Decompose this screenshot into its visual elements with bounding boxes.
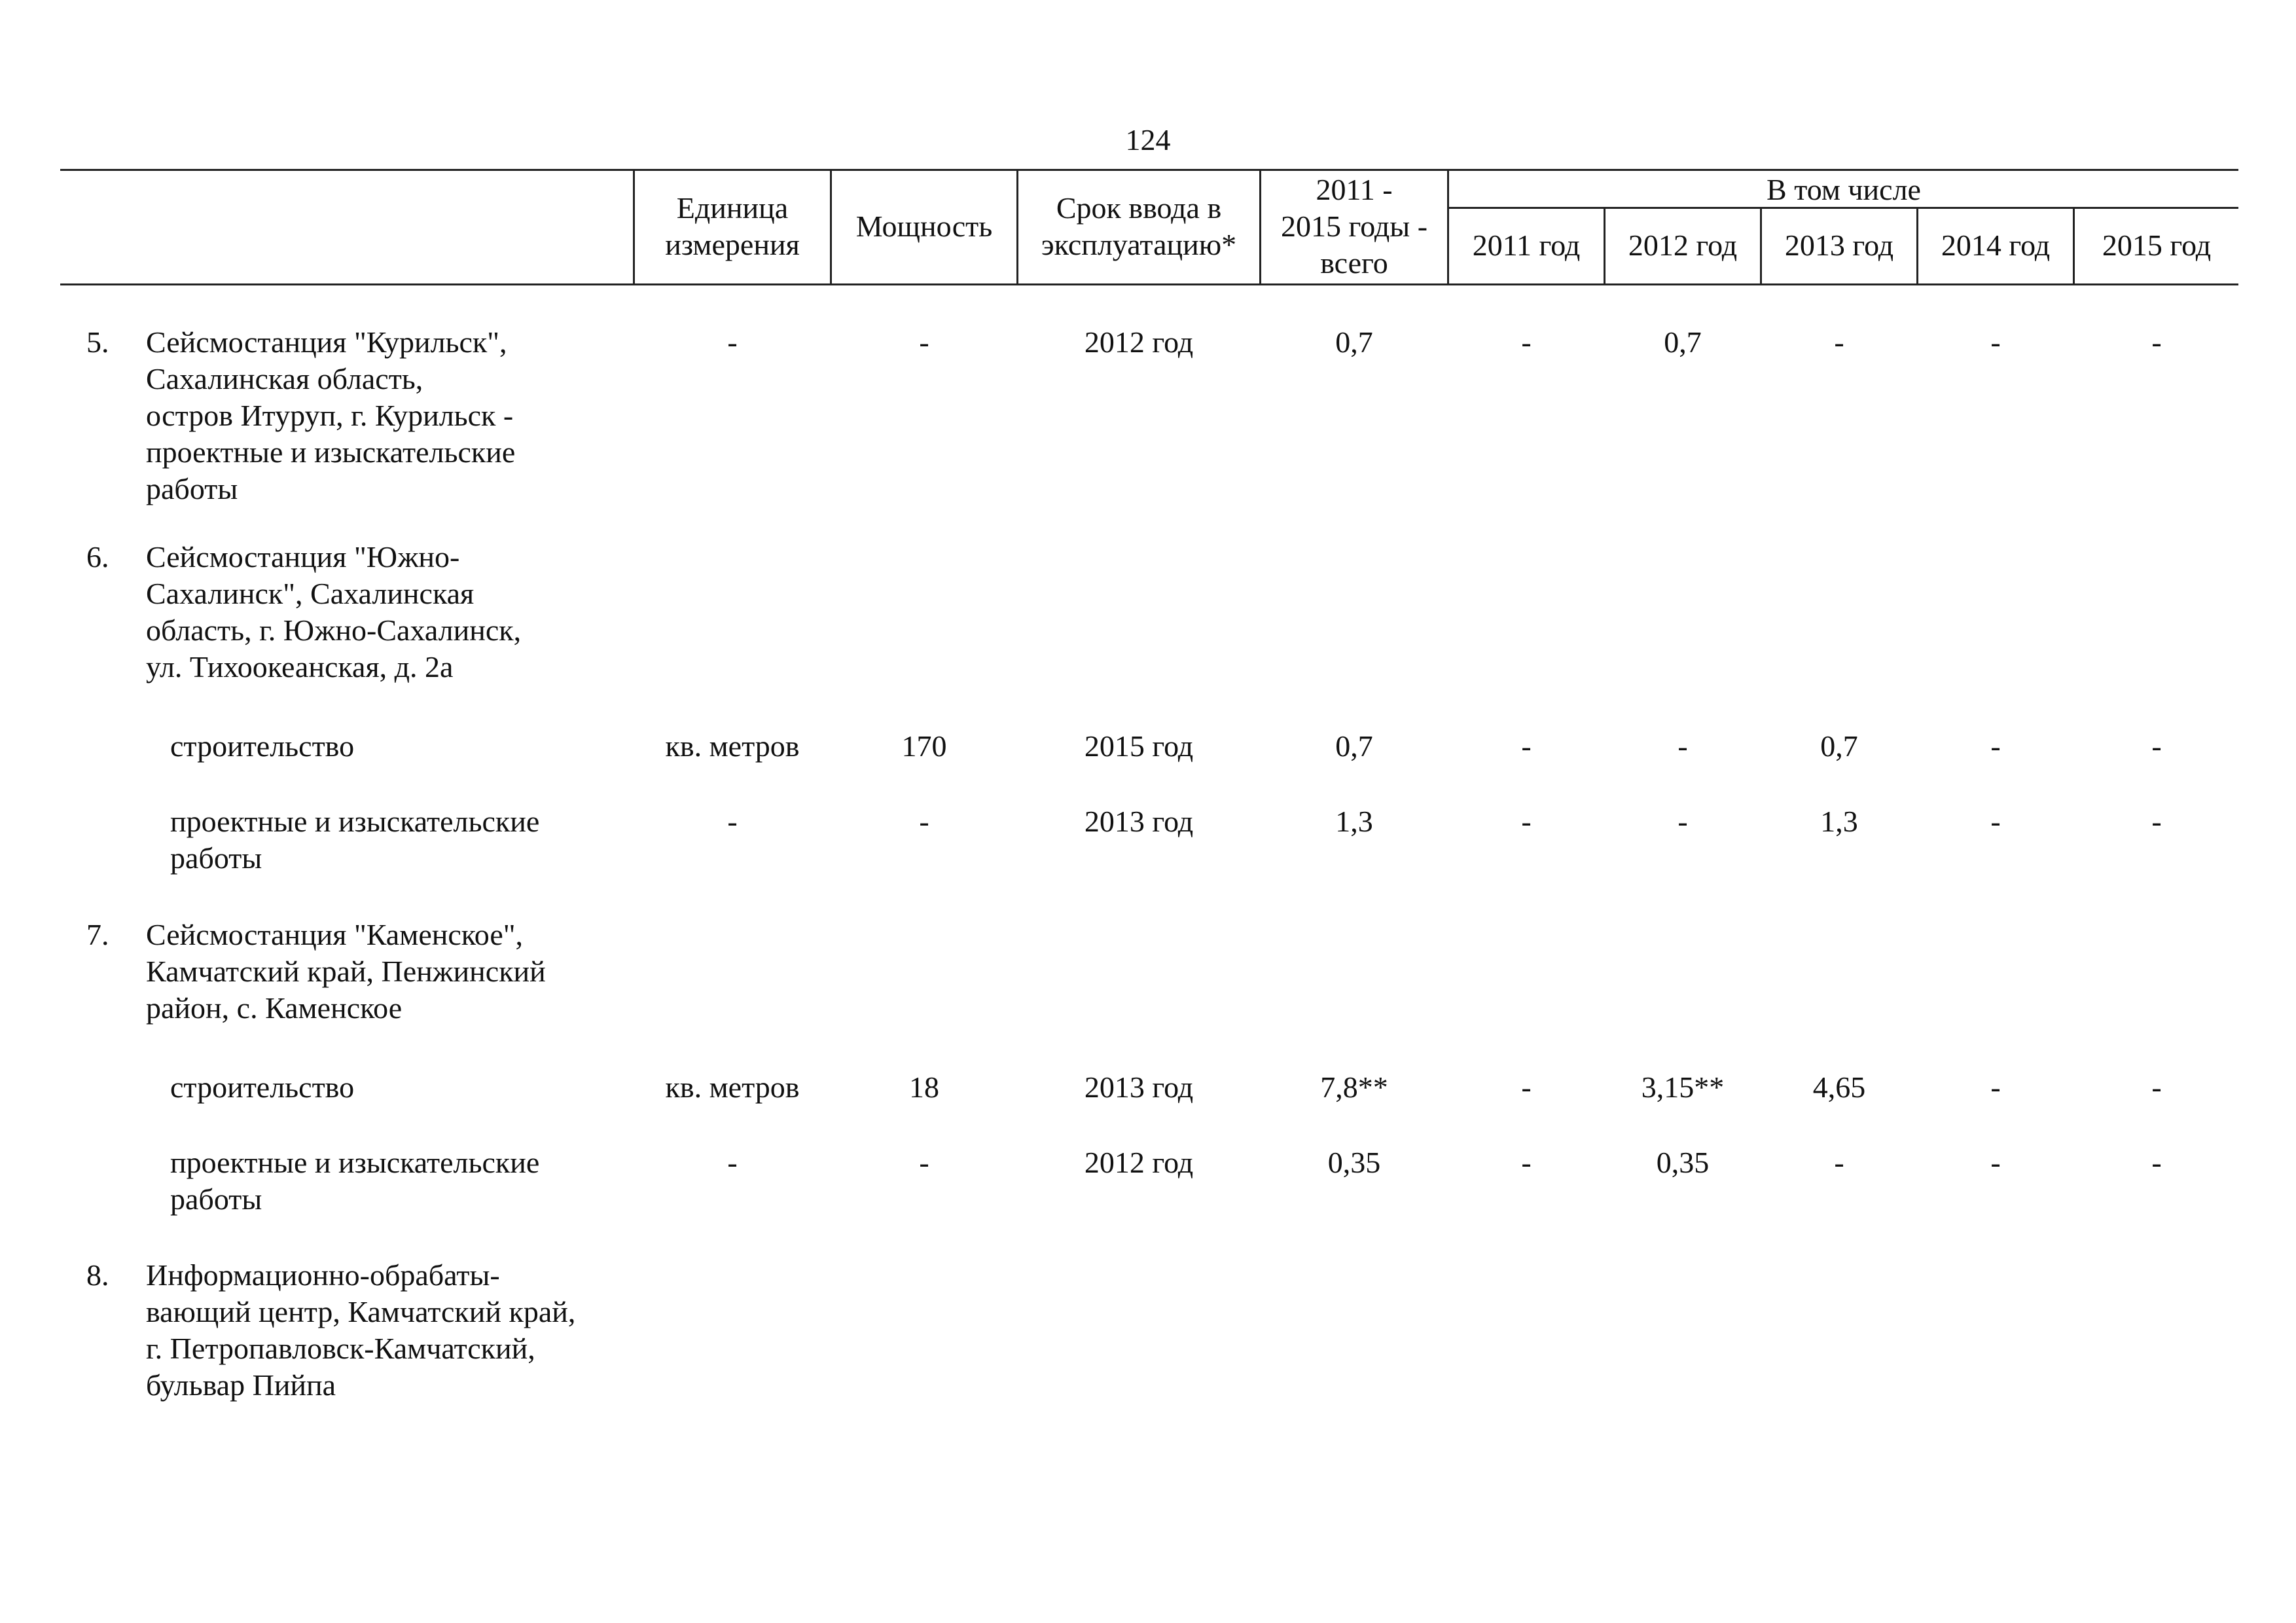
cell-unit: - <box>727 325 738 359</box>
cell-year-2014: - <box>1990 805 2001 838</box>
cell-year-2015: - <box>2151 1146 2162 1179</box>
cell-year-2013: 4,65 <box>1812 1070 1866 1104</box>
header-bottom-rule <box>60 283 2238 285</box>
cell-capacity: 170 <box>901 729 947 763</box>
row-subitem: строительство <box>170 729 355 763</box>
row-subitem: строительство <box>170 1070 355 1104</box>
header-including: В том числе <box>1767 173 1921 206</box>
cell-term: 2013 год <box>1084 805 1194 838</box>
row-number: 6. <box>86 540 109 574</box>
cell-term: 2012 год <box>1084 325 1194 359</box>
cell-term: 2012 год <box>1084 1146 1194 1179</box>
cell-year-2015: - <box>2151 1070 2162 1104</box>
row-name: Сейсмостанция "Южно- Сахалинск", Сахалинская область, г. Южно-Сахалинск, ул. Тихоокеанская, д. 2а <box>146 540 522 684</box>
cell-total: 0,7 <box>1335 729 1373 763</box>
header-year-2012: 2012 год <box>1628 228 1738 262</box>
cell-year-2014: - <box>1990 1146 2001 1179</box>
cell-capacity: - <box>919 805 929 838</box>
cell-term: 2015 год <box>1084 729 1194 763</box>
row-name: Сейсмостанция "Каменское", Камчатский край, Пенжинский район, с. Каменское <box>146 918 546 1025</box>
cell-capacity: - <box>919 325 929 359</box>
header-year-2011: 2011 год <box>1472 228 1581 262</box>
cell-year-2012: - <box>1677 805 1688 838</box>
cell-year-2013: 0,7 <box>1820 729 1858 763</box>
cell-year-2013: 1,3 <box>1820 805 1858 838</box>
cell-year-2012: - <box>1677 729 1688 763</box>
cell-total: 7,8** <box>1320 1070 1388 1104</box>
row-number: 7. <box>86 918 109 951</box>
cell-year-2015: - <box>2151 325 2162 359</box>
header-unit: Единица измерения <box>665 191 800 261</box>
cell-year-2011: - <box>1521 1070 1532 1104</box>
cell-year-2013: - <box>1834 1146 1844 1179</box>
row-name: Информационно-обрабаты- вающий центр, Камчатский край, г. Петропавловск-Камчатский, бульвар Пийпа <box>146 1258 576 1402</box>
row-name: Сейсмостанция "Курильск", Сахалинская область, остров Итуруп, г. Курильск - проектные и изыскательские работы <box>146 325 516 505</box>
cell-year-2014: - <box>1990 325 2001 359</box>
cell-total: 0,7 <box>1335 325 1373 359</box>
row-number: 5. <box>86 325 109 359</box>
page-number: 124 <box>1125 123 1171 156</box>
cell-term: 2013 год <box>1084 1070 1194 1104</box>
header-year-2015: 2015 год <box>2102 228 2212 262</box>
row-number: 8. <box>86 1258 109 1292</box>
cell-total: 0,35 <box>1327 1146 1381 1179</box>
cell-year-2012: 0,7 <box>1664 325 1702 359</box>
cell-unit: кв. метров <box>665 729 800 763</box>
cell-unit: - <box>727 805 738 838</box>
cell-year-2015: - <box>2151 805 2162 838</box>
cell-unit: - <box>727 1146 738 1179</box>
cell-year-2015: - <box>2151 729 2162 763</box>
cell-year-2014: - <box>1990 729 2001 763</box>
cell-unit: кв. метров <box>665 1070 800 1104</box>
cell-year-2011: - <box>1521 325 1532 359</box>
row-subitem: проектные и изыскательские работы <box>170 1146 540 1216</box>
cell-year-2012: 0,35 <box>1656 1146 1710 1179</box>
cell-total: 1,3 <box>1335 805 1373 838</box>
cell-year-2013: - <box>1834 325 1844 359</box>
cell-year-2011: - <box>1521 1146 1532 1179</box>
header-capacity: Мощность <box>855 210 993 243</box>
row-subitem: проектные и изыскательские работы <box>170 805 540 875</box>
header-commissioning: Срок ввода в эксплуатацию* <box>1041 191 1237 261</box>
cell-year-2014: - <box>1990 1070 2001 1104</box>
header-total: 2011 - 2015 годы - всего <box>1280 173 1428 280</box>
header-top-rule <box>60 169 2238 171</box>
cell-year-2011: - <box>1521 729 1532 763</box>
cell-year-2011: - <box>1521 805 1532 838</box>
cell-capacity: 18 <box>909 1070 939 1104</box>
cell-year-2012: 3,15** <box>1641 1070 1725 1104</box>
header-year-2013: 2013 год <box>1784 228 1894 262</box>
header-year-2014: 2014 год <box>1941 228 2051 262</box>
cell-capacity: - <box>919 1146 929 1179</box>
